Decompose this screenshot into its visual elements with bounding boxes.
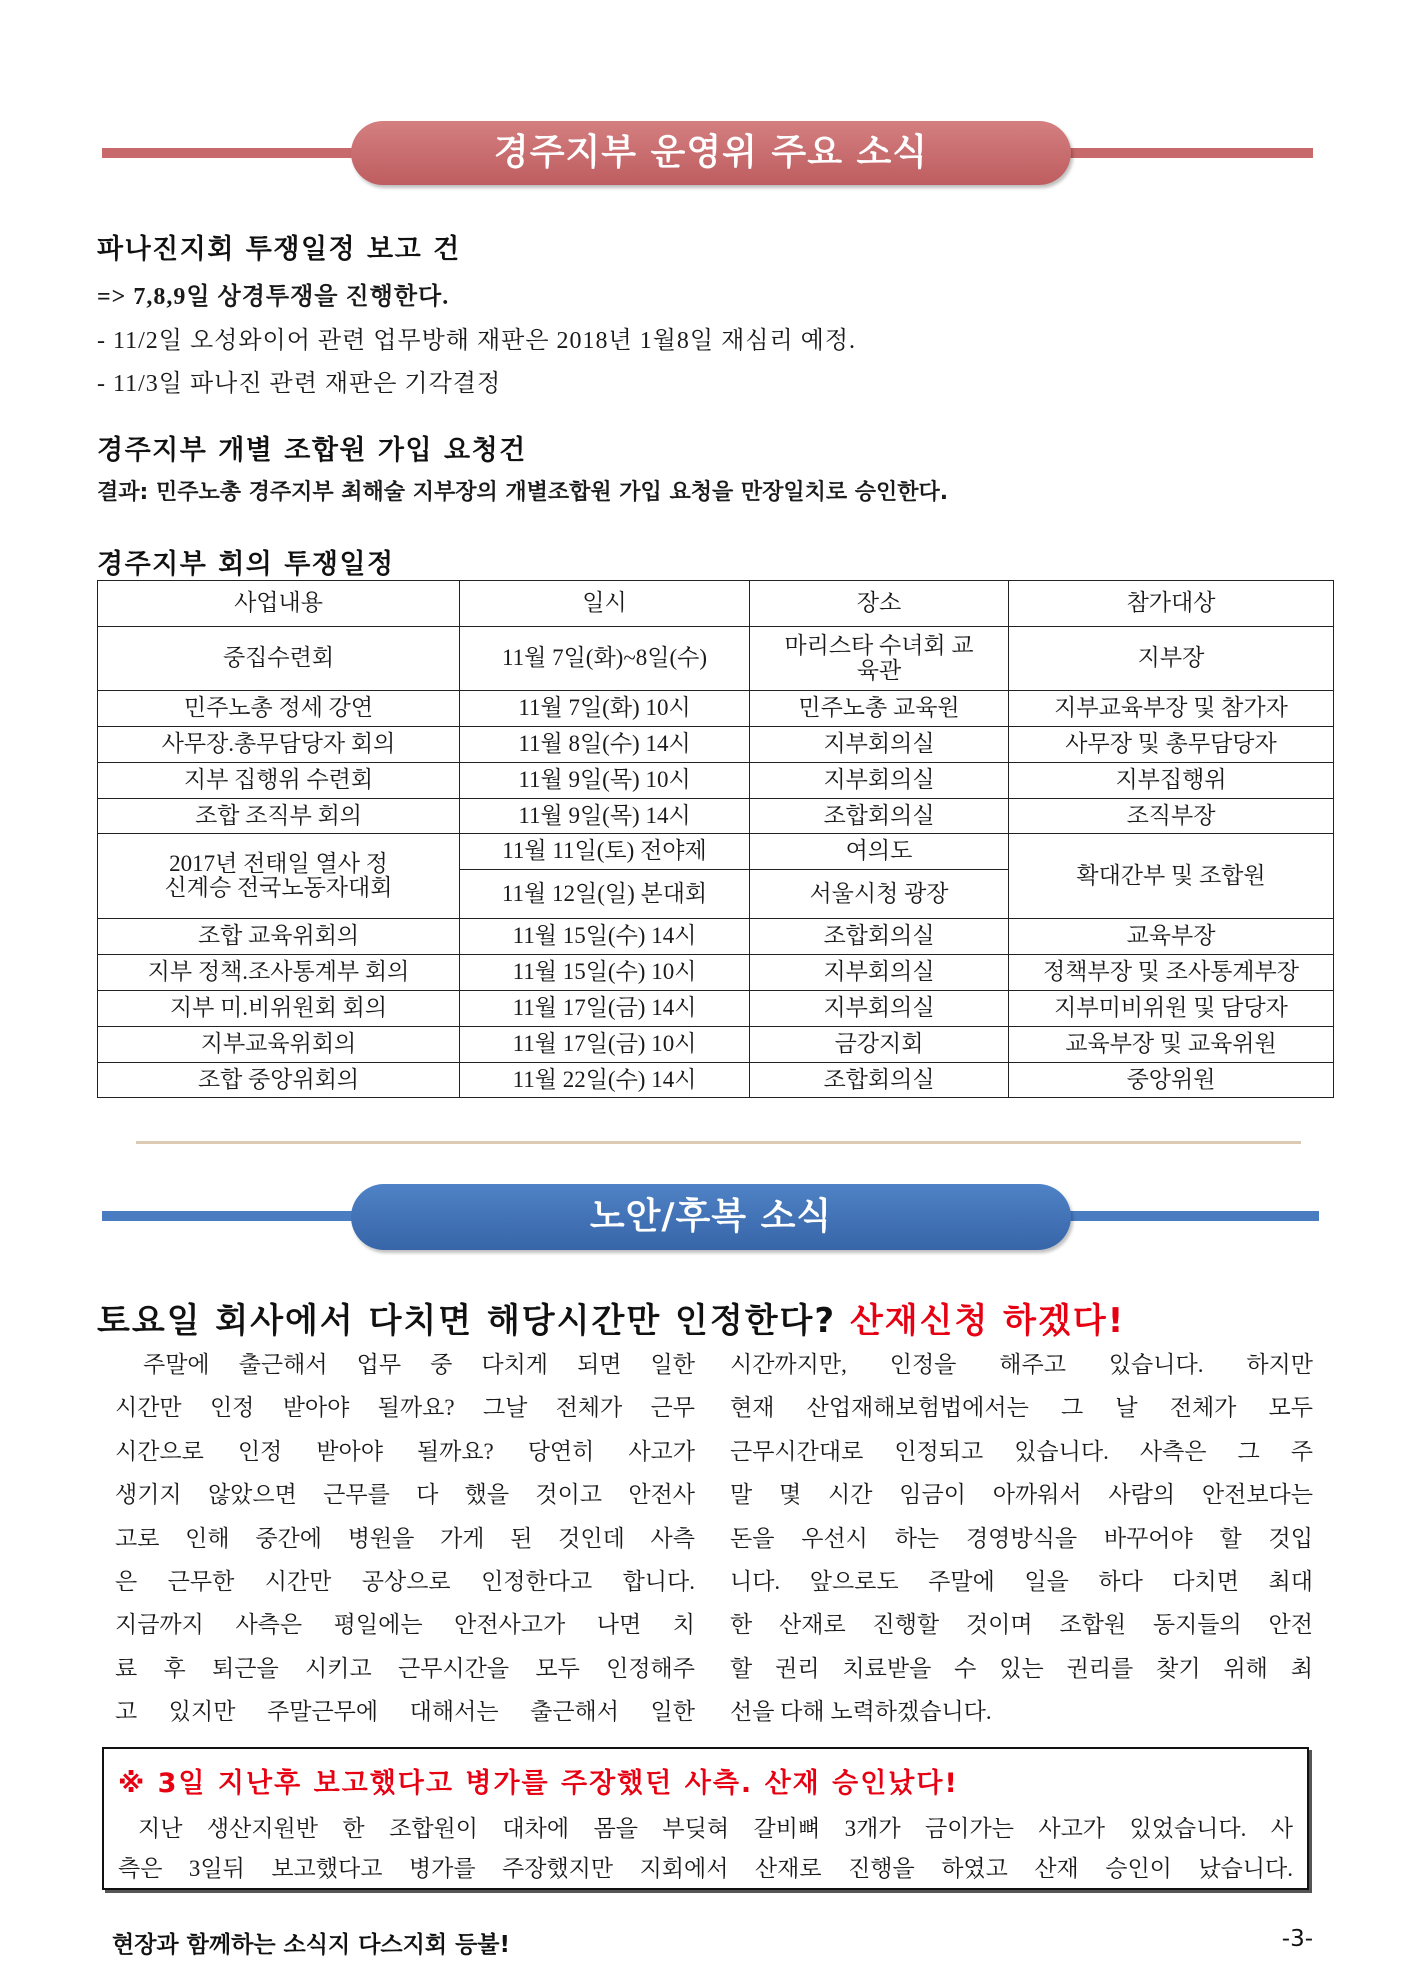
section2-banner-title: 노안/후복 소식 — [589, 1196, 833, 1237]
panagene-heading: 파나진지회 투쟁일정 보고 건 — [97, 234, 461, 265]
section2-banner — [351, 1184, 1071, 1250]
cell-place — [750, 627, 1009, 691]
table-row — [98, 919, 1334, 955]
panagene-line-2: - 11/2일 오성와이어 관련 업무방해 재판은 2018년 1월8일 재심리 예정. — [97, 328, 856, 354]
article-line: 말 몇 시간 임금이 아까워서 사람의 안전보다는 — [730, 1482, 1313, 1508]
cell-date: 11월 17일(금) 14시 — [460, 991, 750, 1027]
article-line: 지금까지 사측은 평일에는 안전사고가 나면 치 — [115, 1612, 695, 1638]
cell-event: 조합 중앙위회의 — [98, 1063, 460, 1098]
section-divider — [136, 1141, 1301, 1144]
header-event: 사업내용 — [98, 581, 460, 627]
cell-attendees: 교육부장 및 교육위원 — [1009, 1027, 1334, 1063]
article-line: 생기지 않았으면 근무를 다 했을 것이고 안전사 — [115, 1482, 695, 1508]
schedule-table — [97, 580, 1334, 1098]
cell-date: 11월 11일(토) 전야제 — [460, 834, 750, 870]
table-row — [98, 627, 1334, 691]
cell-date: 11월 22일(수) 14시 — [460, 1063, 750, 1098]
cell-event-text: 2017년 전태일 열사 정신계승 전국노동자대회 — [164, 850, 393, 900]
cell-place: 서울시청 광장 — [750, 870, 1009, 919]
cell-event: 사무장.총무담당자 회의 — [98, 727, 460, 763]
cell-date: 11월 8일(수) 14시 — [460, 727, 750, 763]
cell-event: 중집수련회 — [98, 627, 460, 691]
cell-place: 지부회의실 — [750, 991, 1009, 1027]
article-left-column — [115, 1343, 695, 1734]
table-row — [98, 691, 1334, 727]
cell-place: 지부회의실 — [750, 955, 1009, 991]
cell-event: 민주노총 정세 강연 — [98, 691, 460, 727]
article-right-column — [730, 1343, 1313, 1734]
notice-line: 지난 생산지원반 한 조합원이 대차에 몸을 부딪혀 갈비뼈 3개가 금이가는 사고가 있었습니다. 사 — [138, 1816, 1293, 1841]
cell-place: 금강지회 — [750, 1027, 1009, 1063]
article-line: 선을 다해 노력하겠습니다. — [730, 1699, 992, 1725]
article-line: 시간까지만, 인정을 해주고 있습니다. 하지만 — [730, 1352, 1313, 1377]
cell-attendees: 지부미비위원 및 담당자 — [1009, 991, 1334, 1027]
cell-event: 지부 미.비위원회 회의 — [98, 991, 460, 1027]
footer-slogan: 현장과 함께하는 소식지 다스지회 등불! — [112, 1932, 511, 1958]
article-line: 시간만 인정 받아야 될까요? 그날 전체가 근무 — [115, 1395, 695, 1421]
cell-attendees: 중앙위원 — [1009, 1063, 1334, 1098]
article-line: 니다. 앞으로도 주말에 일을 하다 다치면 최대 — [730, 1568, 1313, 1594]
cell-event: 지부 정책.조사통계부 회의 — [98, 955, 460, 991]
table-header-row — [98, 581, 1334, 627]
membership-heading: 경주지부 개별 조합원 가입 요청건 — [97, 435, 527, 466]
table-row — [98, 991, 1334, 1027]
header-date: 일시 — [460, 581, 750, 627]
cell-attendees: 지부교육부장 및 참가자 — [1009, 691, 1334, 727]
schedule-heading: 경주지부 회의 투쟁일정 — [97, 549, 395, 580]
header-place: 장소 — [750, 581, 1009, 627]
cell-date: 11월 15일(수) 10시 — [460, 955, 750, 991]
table-row — [98, 1063, 1334, 1098]
cell-place: 조합회의실 — [750, 799, 1009, 834]
cell-event — [98, 834, 460, 919]
membership-result: 결과: 민주노총 경주지부 최해술 지부장의 개별조합원 가입 요청을 만장일치로 승인한다. — [97, 480, 949, 505]
panagene-line-1: => 7,8,9일 상경투쟁을 진행한다. — [97, 284, 450, 310]
table-row — [98, 834, 1334, 870]
page-number: -3- — [1281, 1926, 1313, 1952]
table-row — [98, 763, 1334, 799]
section1-banner-title: 경주지부 운영위 주요 소식 — [493, 132, 929, 173]
article-line: 할 권리 치료받을 수 있는 권리를 찾기 위해 최 — [730, 1655, 1313, 1681]
notice-line: 측은 3일뒤 보고했다고 병가를 주장했지만 지회에서 산재로 진행을 하였고 산재 승인이 났습니다. — [118, 1856, 1293, 1881]
cell-event: 지부교육위회의 — [98, 1027, 460, 1063]
headline-emphasis: 산재신청 하겠다! — [849, 1301, 1126, 1341]
cell-event: 조합 교육위회의 — [98, 919, 460, 955]
cell-attendees: 지부집행위 — [1009, 763, 1334, 799]
cell-date: 11월 7일(화)~8일(수) — [460, 627, 750, 691]
cell-event: 지부 집행위 수련회 — [98, 763, 460, 799]
headline-question: 토요일 회사에서 다치면 해당시간만 인정한다? — [97, 1301, 837, 1341]
article-headline — [97, 1293, 1125, 1342]
cell-attendees: 지부장 — [1009, 627, 1334, 691]
cell-date: 11월 17일(금) 10시 — [460, 1027, 750, 1063]
cell-attendees: 조직부장 — [1009, 799, 1334, 834]
cell-place: 지부회의실 — [750, 763, 1009, 799]
cell-date: 11월 9일(목) 10시 — [460, 763, 750, 799]
cell-place: 조합회의실 — [750, 919, 1009, 955]
cell-date: 11월 9일(목) 14시 — [460, 799, 750, 834]
panagene-line-3: - 11/3일 파나진 관련 재판은 기각결정 — [97, 371, 502, 397]
article-line: 돈을 우선시 하는 경영방식을 바꾸어야 할 것입 — [730, 1525, 1313, 1551]
cell-attendees: 교육부장 — [1009, 919, 1334, 955]
table-row — [98, 727, 1334, 763]
notice-box — [102, 1747, 1309, 1890]
article-line: 한 산재로 진행할 것이며 조합원 동지들의 안전 — [730, 1612, 1313, 1638]
article-line: 고로 인해 중간에 병원을 가게 된 것인데 사측 — [115, 1525, 695, 1551]
section1-banner — [351, 121, 1071, 185]
article-line: 은 근무한 시간만 공상으로 인정한다고 합니다. — [115, 1568, 695, 1594]
cell-place: 민주노총 교육원 — [750, 691, 1009, 727]
cell-event: 조합 조직부 회의 — [98, 799, 460, 834]
cell-date: 11월 15일(수) 14시 — [460, 919, 750, 955]
article-line: 고 있지만 주말근무에 대해서는 출근해서 일한 — [115, 1699, 695, 1725]
header-attendees: 참가대상 — [1009, 581, 1334, 627]
cell-date: 11월 7일(화) 10시 — [460, 691, 750, 727]
cell-date: 11월 12일(일) 본대회 — [460, 870, 750, 919]
table-row — [98, 955, 1334, 991]
cell-place: 지부회의실 — [750, 727, 1009, 763]
cell-place: 조합회의실 — [750, 1063, 1009, 1098]
table-row — [98, 799, 1334, 834]
cell-place-text: 마리스타 수녀회 교육관 — [784, 633, 974, 683]
cell-attendees: 사무장 및 총무담당자 — [1009, 727, 1334, 763]
article-line: 현재 산업재해보험법에서는 그 날 전체가 모두 — [730, 1395, 1313, 1421]
article-line: 주말에 출근해서 업무 중 다치게 되면 일한 — [143, 1352, 695, 1377]
article-line: 료 후 퇴근을 시키고 근무시간을 모두 인정해주 — [115, 1655, 695, 1681]
cell-place: 여의도 — [750, 834, 1009, 870]
article-line: 시간으로 인정 받아야 될까요? 당연히 사고가 — [115, 1438, 695, 1464]
cell-attendees: 정책부장 및 조사통계부장 — [1009, 955, 1334, 991]
cell-attendees: 확대간부 및 조합원 — [1009, 834, 1334, 919]
article-line: 근무시간대로 인정되고 있습니다. 사측은 그 주 — [730, 1438, 1313, 1464]
notice-heading: ※ 3일 지난후 보고했다고 병가를 주장했던 사측. 산재 승인났다! — [118, 1768, 959, 1799]
table-row — [98, 1027, 1334, 1063]
